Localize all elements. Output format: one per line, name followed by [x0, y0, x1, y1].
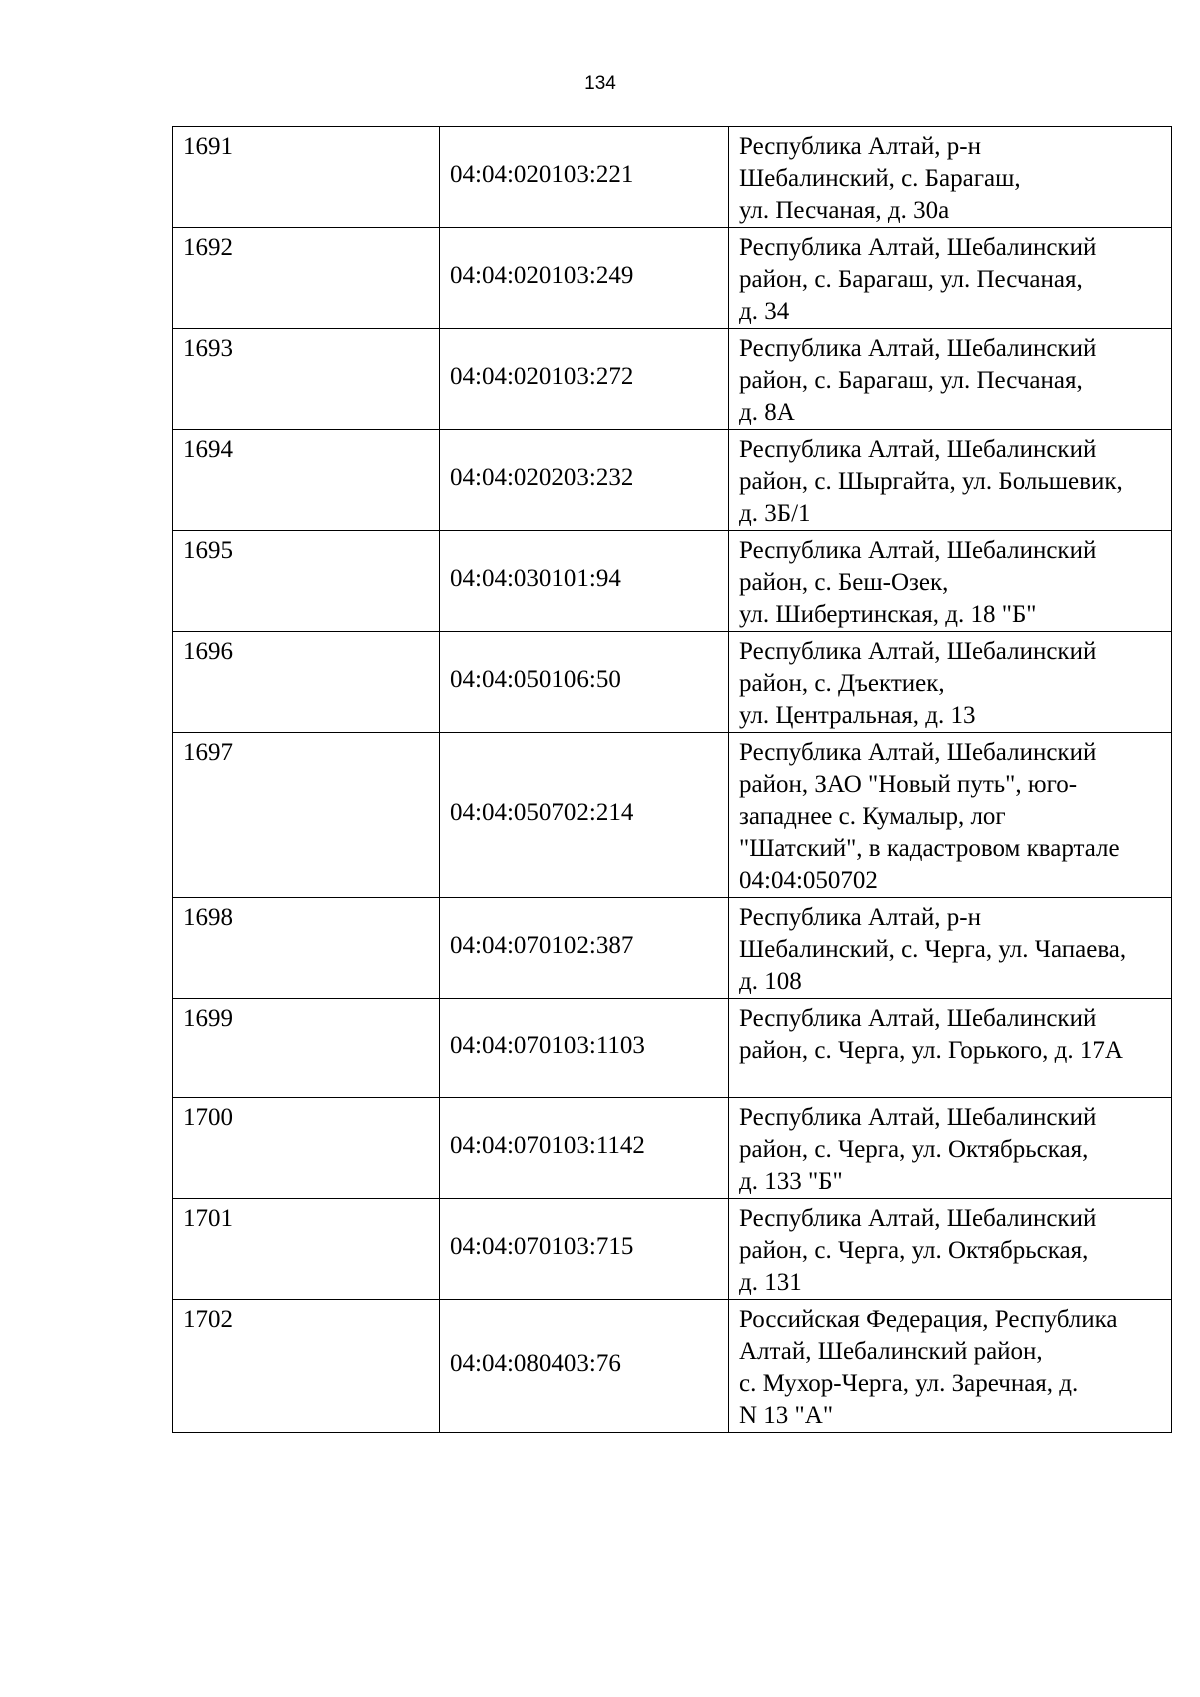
address-line: район, с. Шыргайта, ул. Большевик,: [739, 468, 1123, 495]
cadastral-number-cell: [440, 430, 729, 531]
row-number: 1693: [183, 335, 233, 362]
cadastral-number-cell: [440, 1098, 729, 1199]
address-line: район, с. Черга, ул. Октябрьская,: [739, 1237, 1089, 1264]
row-number: 1696: [183, 638, 233, 665]
page-number: 134: [584, 73, 616, 94]
address-line: западнее с. Кумалыр, лог: [739, 803, 1006, 830]
address-line: Республика Алтай, Шебалинский: [739, 436, 1097, 463]
address-line: Республика Алтай, Шебалинский: [739, 1205, 1097, 1232]
cadastral-number-cell: [440, 1199, 729, 1300]
cadastral-number: 04:04:050106:50: [450, 666, 621, 693]
address-line: район, ЗАО "Новый путь", юго-: [739, 771, 1078, 798]
address-cell: [729, 733, 1172, 898]
address-line: Шебалинский, с. Черга, ул. Чапаева,: [739, 936, 1127, 963]
address-line: Шебалинский, с. Барагаш,: [739, 165, 1021, 192]
address-line: Республика Алтай, Шебалинский: [739, 234, 1097, 261]
row-number: 1700: [183, 1104, 233, 1131]
address-line: Республика Алтай, р-н: [739, 133, 981, 160]
row-number: 1692: [183, 234, 233, 261]
address-line: ул. Центральная, д. 13: [739, 702, 976, 729]
row-number: 1691: [183, 133, 233, 160]
cadastral-number: 04:04:070102:387: [450, 932, 634, 959]
cadastral-number-cell: [440, 898, 729, 999]
cadastral-number-cell: [440, 228, 729, 329]
cadastral-number: 04:04:070103:1142: [450, 1132, 645, 1159]
cadastral-number-cell: [440, 733, 729, 898]
address-line: район, с. Барагаш, ул. Песчаная,: [739, 367, 1083, 394]
row-number-cell: [173, 1098, 440, 1199]
cadastral-number-cell: [440, 1300, 729, 1433]
address-cell: [729, 531, 1172, 632]
table-row: [173, 999, 1172, 1098]
cadastral-number-cell: [440, 127, 729, 228]
cadastral-number: 04:04:020103:249: [450, 262, 634, 289]
row-number: 1702: [183, 1306, 233, 1333]
address-cell: [729, 1199, 1172, 1300]
registry-table: [172, 126, 1172, 1433]
cadastral-number-cell: [440, 329, 729, 430]
row-number-cell: [173, 430, 440, 531]
address-line: "Шатский", в кадастровом квартале: [739, 835, 1120, 862]
address-line: N 13 "А": [739, 1402, 834, 1429]
address-line: район, с. Беш-Озек,: [739, 569, 949, 596]
table-row: [173, 127, 1172, 228]
address-line: д. 34: [739, 298, 790, 325]
address-line: 04:04:050702: [739, 867, 878, 894]
address-line: Республика Алтай, Шебалинский: [739, 335, 1097, 362]
row-number: 1701: [183, 1205, 233, 1232]
table-row: [173, 531, 1172, 632]
address-line: Республика Алтай, Шебалинский: [739, 739, 1097, 766]
table-row: [173, 1300, 1172, 1433]
address-line: д. 133 "Б": [739, 1168, 843, 1195]
table-row: [173, 1098, 1172, 1199]
address-cell: [729, 1098, 1172, 1199]
address-cell: [729, 898, 1172, 999]
address-line: Республика Алтай, Шебалинский: [739, 537, 1097, 564]
address-line: ул. Шибертинская, д. 18 "Б": [739, 601, 1037, 628]
cadastral-number: 04:04:020103:221: [450, 161, 634, 188]
address-line: район, с. Барагаш, ул. Песчаная,: [739, 266, 1083, 293]
row-number-cell: [173, 999, 440, 1098]
address-line: д. 8А: [739, 399, 795, 426]
row-number-cell: [173, 1300, 440, 1433]
address-cell: [729, 999, 1172, 1098]
row-number: 1698: [183, 904, 233, 931]
address-line: Республика Алтай, р-н: [739, 904, 981, 931]
row-number-cell: [173, 733, 440, 898]
table-row: [173, 898, 1172, 999]
cadastral-number-cell: [440, 531, 729, 632]
address-cell: [729, 127, 1172, 228]
address-line: район, с. Дъектиек,: [739, 670, 945, 697]
row-number: 1695: [183, 537, 233, 564]
cadastral-number: 04:04:020103:272: [450, 363, 634, 390]
row-number-cell: [173, 898, 440, 999]
cadastral-number: 04:04:030101:94: [450, 565, 621, 592]
table-row: [173, 228, 1172, 329]
row-number-cell: [173, 1199, 440, 1300]
cadastral-number: 04:04:070103:715: [450, 1233, 634, 1260]
row-number-cell: [173, 632, 440, 733]
table-row: [173, 1199, 1172, 1300]
address-line: д. 3Б/1: [739, 500, 811, 527]
address-line: Российская Федерация, Республика: [739, 1306, 1118, 1333]
row-number: 1699: [183, 1005, 233, 1032]
address-cell: [729, 430, 1172, 531]
row-number-cell: [173, 127, 440, 228]
address-cell: [729, 228, 1172, 329]
table-row: [173, 430, 1172, 531]
row-number-cell: [173, 228, 440, 329]
table-row: [173, 329, 1172, 430]
row-number-cell: [173, 531, 440, 632]
cadastral-number-cell: [440, 999, 729, 1098]
registry-table-body: [173, 127, 1172, 1433]
cadastral-number: 04:04:050702:214: [450, 799, 634, 826]
address-line: Алтай, Шебалинский район,: [739, 1338, 1043, 1365]
address-line: Республика Алтай, Шебалинский: [739, 638, 1097, 665]
row-number: 1694: [183, 436, 233, 463]
row-number: 1697: [183, 739, 233, 766]
cadastral-number: 04:04:080403:76: [450, 1350, 621, 1377]
row-number-cell: [173, 329, 440, 430]
address-line: Республика Алтай, Шебалинский: [739, 1005, 1097, 1032]
address-cell: [729, 329, 1172, 430]
table-row: [173, 632, 1172, 733]
address-line: с. Мухор-Черга, ул. Заречная, д.: [739, 1370, 1079, 1397]
table-row: [173, 733, 1172, 898]
address-cell: [729, 1300, 1172, 1433]
address-line: Республика Алтай, Шебалинский: [739, 1104, 1097, 1131]
address-line: д. 131: [739, 1269, 802, 1296]
cadastral-number: 04:04:020203:232: [450, 464, 634, 491]
address-line: д. 108: [739, 968, 802, 995]
address-line: район, с. Черга, ул. Горького, д. 17А: [739, 1037, 1123, 1064]
cadastral-number: 04:04:070103:1103: [450, 1032, 645, 1059]
address-cell: [729, 632, 1172, 733]
address-line: ул. Песчаная, д. 30а: [739, 197, 950, 224]
cadastral-number-cell: [440, 632, 729, 733]
address-line: район, с. Черга, ул. Октябрьская,: [739, 1136, 1089, 1163]
